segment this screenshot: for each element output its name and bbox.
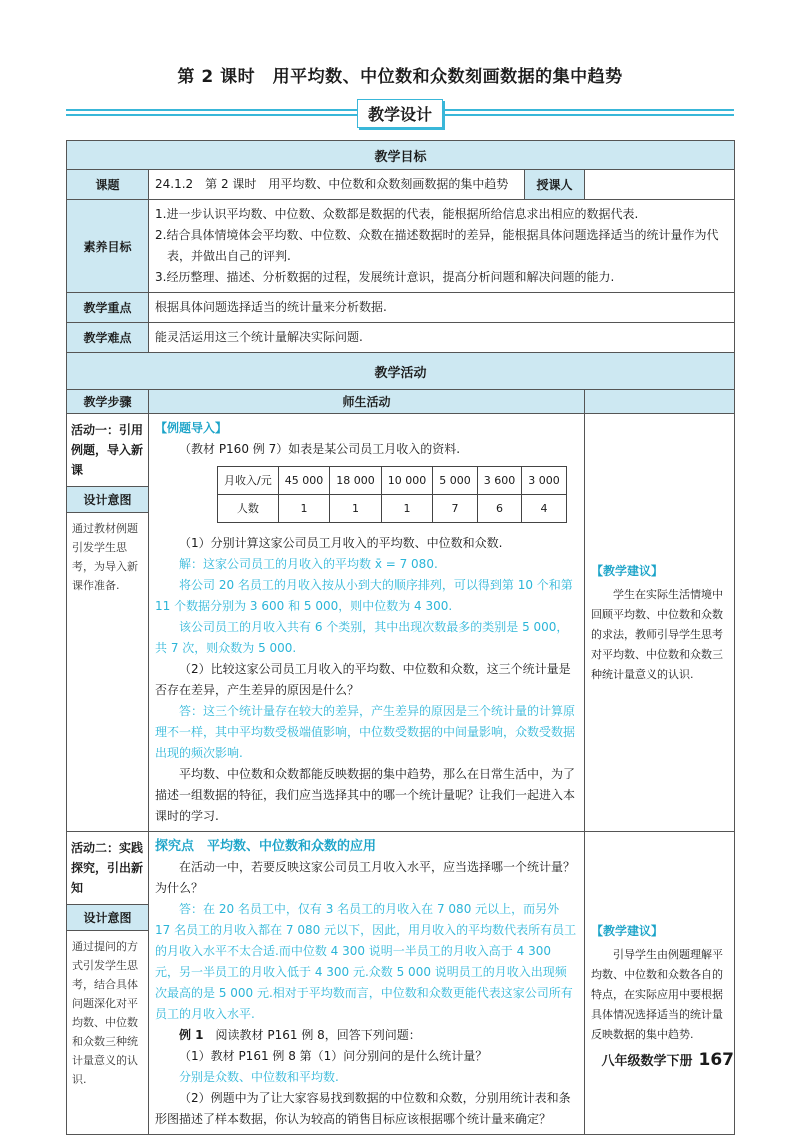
count-cell: 人数 <box>218 495 279 523</box>
activity1-side <box>67 414 149 832</box>
income-cell: 3 600 <box>477 467 522 495</box>
explore-section-title: 探究点 平均数、中位数和众数的应用 <box>155 839 377 854</box>
section-banner <box>66 101 734 123</box>
count-cell: 1 <box>278 495 330 523</box>
activity2-answer: 答：在 20 名员工中，仅有 3 名员工的月收入在 7 080 元以上，而另外 17 名员工的月收入都在 7 080 元以下，因此，用月收入的平均数代表所有员工的月收入水平不太合适.而中位数 4 300 说明一半员工的月收入高于 4 300 元，另一半员工的月收入低于 4 300 元.众数 5 000 说明员工的月收入出现频次最高的是 5 000 元.相对于平均数而言，中位数和众数更能代表这家公司所有员工的月收入水平. <box>155 902 577 1021</box>
question-2: （2）比较这家公司员工月收入的平均数、中位数和众数，这三个统计量是否存在差异，产生差异的原因是什么？ <box>155 662 571 697</box>
activity1-suggestion <box>585 414 735 832</box>
activity1-intro: （教材 P160 例 7）如表是某公司员工月收入的资料. <box>179 442 461 456</box>
literacy-goals <box>149 200 735 293</box>
activity2-suggest-text: 引导学生由例题理解平均数、中位数和众数各自的特点，在实际应用中要根据具体情况选择适当的统计量反映数据的集中趋势. <box>591 948 723 1041</box>
example-question-1: （1）教材 P161 例 8 第（1）问分别问的是什么统计量？ <box>179 1049 488 1063</box>
activity1-title: 活动一：引用例题，导入新课 <box>67 414 148 486</box>
activity2-design-text: 通过提问的方式引发学生思考，结合具体问题深化对平均数、中位数和众数三种统计量意义的认识. <box>72 940 138 1086</box>
page-title: 第 2 课时 用平均数、中位数和众数刻画数据的集中趋势 <box>177 67 623 87</box>
activity1-summary: 平均数、中位数和众数都能反映数据的集中趋势，那么在日常生活中，为了描述一组数据的特征，我们应当选择其中的哪一个统计量呢？让我们一起进入本课时的学习. <box>155 767 576 823</box>
income-cell: 18 000 <box>330 467 382 495</box>
difficulty-label: 教学难点 <box>67 323 149 353</box>
answer-2: 答：这三个统计量存在较大的差异，产生差异的原因是三个统计量的计算原理不一样，其中平均数受极端值影响，中位数受数据的中间量影响，众数受数据出现的频次影响. <box>155 704 576 760</box>
activity1-tag: 【例题导入】 <box>155 421 228 435</box>
goals-header: 教学目标 <box>67 141 735 170</box>
income-table <box>217 466 567 523</box>
topic-value: 24.1.2 第 2 课时 用平均数、中位数和众数刻画数据的集中趋势 <box>149 170 525 200</box>
answer-1-line: 将公司 20 名员工的月收入按从小到大的顺序排列，可以得到第 10 个和第 11 个数据分别为 3 600 和 5 000，则中位数为 4 300. <box>155 578 573 613</box>
book-name: 八年级数学下册 <box>601 1054 693 1069</box>
lesson-plan-table <box>66 140 735 1135</box>
count-cell: 1 <box>381 495 433 523</box>
activity1-design-text: 通过教材例题引发学生思考，为导入新课作准备. <box>72 522 138 592</box>
activity2-content <box>149 832 585 1135</box>
activity2-suggest-title: 【教学建议】 <box>591 924 664 938</box>
activity-header: 教学活动 <box>67 353 735 390</box>
literacy-item: 1.进一步认识平均数、中位数、众数都是数据的代表，能根据所给信息求出相应的数据代表. <box>155 207 639 221</box>
activity2-question: 在活动一中，若要反映这家公司员工月收入水平，应当选择哪一个统计量？为什么？ <box>155 860 576 895</box>
page-number: 167 <box>698 1050 734 1070</box>
topic-label: 课题 <box>67 170 149 200</box>
literacy-item: 3.经历整理、描述、分析数据的过程，发展统计意识，提高分析问题和解决问题的能力. <box>155 270 615 284</box>
answer-1-line: 该公司员工的月收入共有 6 个类别，其中出现次数最多的类别是 5 000，共 7 次，则众数为 5 000. <box>155 620 569 655</box>
page-footer <box>601 1050 734 1070</box>
steps-label: 教学步骤 <box>67 390 149 414</box>
count-cell: 7 <box>433 495 478 523</box>
teacher-label: 授课人 <box>525 170 585 200</box>
income-cell: 10 000 <box>381 467 433 495</box>
count-cell: 4 <box>522 495 567 523</box>
literacy-item: 2.结合具体情境体会平均数、中位数、众数在描述数据时的差异，能根据具体问题选择适当的统计量作为代表，并做出自己的评判. <box>155 228 719 263</box>
activity2-title: 活动二：实践探究，引出新知 <box>67 832 148 904</box>
example-text: 阅读教材 P161 例 8，回答下列问题： <box>215 1028 421 1042</box>
activity1-design-label: 设计意图 <box>67 487 148 513</box>
key-point-value: 根据具体问题选择适当的统计量来分析数据. <box>149 293 735 323</box>
teacher-value <box>585 170 735 200</box>
activity1-suggest-title: 【教学建议】 <box>591 563 664 578</box>
answer-1-line: 解：这家公司员工的月收入的平均数 x̄ = 7 080. <box>179 557 438 571</box>
count-cell: 1 <box>330 495 382 523</box>
count-cell: 6 <box>477 495 522 523</box>
example-label: 例 1 <box>179 1028 204 1042</box>
difficulty-value: 能灵活运用这三个统计量解决实际问题. <box>149 323 735 353</box>
activity1-content <box>149 414 585 832</box>
activity2-suggestion <box>585 832 735 1135</box>
literacy-label: 素养目标 <box>67 200 149 293</box>
example-question-2: （2）例题中为了让大家容易找到数据的中位数和众数，分别用统计表和条形图描述了样本数据，你认为较高的销售目标应该根据哪个统计量来确定？ <box>155 1091 571 1126</box>
income-cell: 45 000 <box>278 467 330 495</box>
banner-label: 教学设计 <box>357 99 443 128</box>
key-point-label: 教学重点 <box>67 293 149 323</box>
teacher-student-label: 师生活动 <box>149 390 585 414</box>
activity1-suggest-text: 学生在实际生活情境中回顾平均数、中位数和众数的求法，教师引导学生思考对平均数、中位数和众数三种统计量意义的认识. <box>591 587 723 681</box>
income-cell: 3 000 <box>522 467 567 495</box>
question-1: （1）分别计算这家公司员工月收入的平均数、中位数和众数. <box>179 536 503 550</box>
activity2-design-label: 设计意图 <box>67 905 148 931</box>
income-cell: 月收入/元 <box>218 467 279 495</box>
income-cell: 5 000 <box>433 467 478 495</box>
activity2-side <box>67 832 149 1135</box>
example-answer-1: 分别是众数、中位数和平均数. <box>179 1070 339 1084</box>
